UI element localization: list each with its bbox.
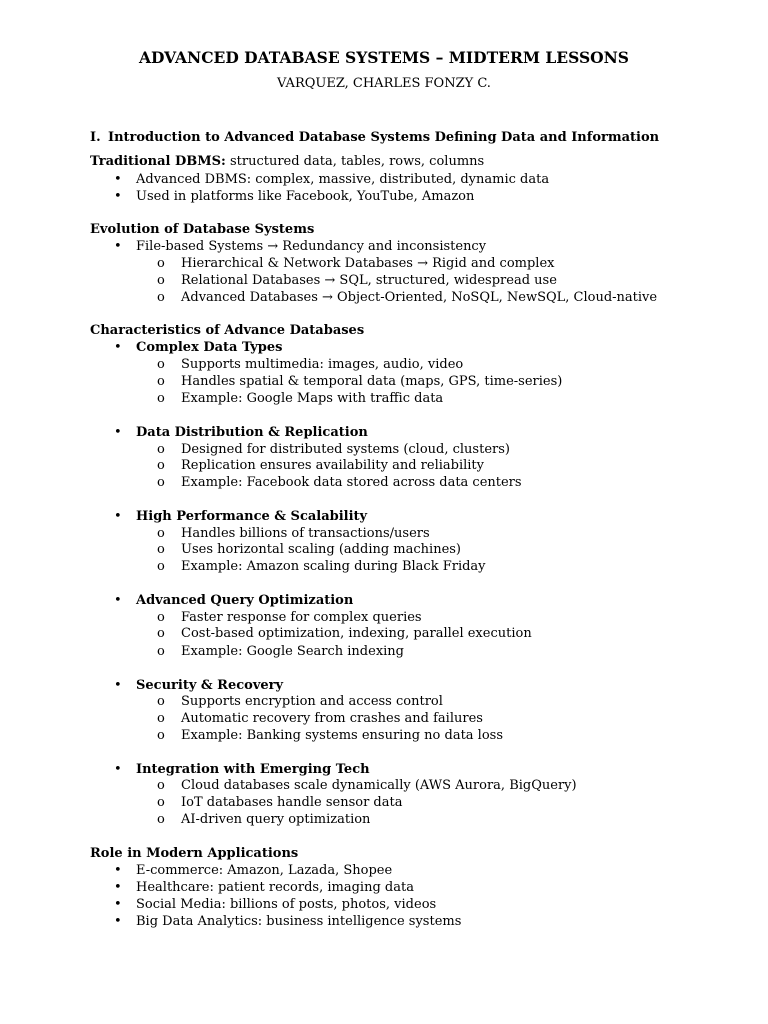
- sub-list-item: Handles billions of transactions/users: [181, 526, 430, 541]
- bullet-glyph: •: [114, 593, 122, 608]
- sub-bullet-glyph: o: [157, 795, 165, 810]
- characteristics-heading: Characteristics of Advance Databases: [90, 323, 365, 338]
- sub-list-item: Automatic recovery from crashes and failures: [181, 711, 483, 726]
- sub-list-item: IoT databases handle sensor data: [181, 795, 403, 810]
- list-item: Big Data Analytics: business intelligence systems: [136, 914, 462, 929]
- sub-bullet-glyph: o: [157, 644, 165, 659]
- sub-bullet-glyph: o: [157, 812, 165, 827]
- sub-list-item: Cloud databases scale dynamically (AWS Aurora, BigQuery): [181, 778, 577, 793]
- sub-list-item: Uses horizontal scaling (adding machines): [181, 542, 462, 557]
- group-title: Security & Recovery: [136, 678, 284, 693]
- group-title: Complex Data Types: [136, 340, 283, 355]
- sub-bullet-glyph: o: [157, 442, 165, 457]
- bullet-glyph: •: [114, 239, 122, 254]
- sub-list-item: Example: Google Search indexing: [181, 644, 405, 659]
- sub-bullet-glyph: o: [157, 559, 165, 574]
- bullet-glyph: •: [114, 762, 122, 777]
- sub-list-item: Handles spatial & temporal data (maps, GPS, time-series): [181, 374, 563, 389]
- evolution-heading: Evolution of Database Systems: [90, 222, 315, 237]
- intro-lead-rest: structured data, tables, rows, columns: [225, 154, 485, 169]
- bullet-glyph: •: [114, 914, 122, 929]
- sub-list-item: Cost-based optimization, indexing, parallel execution: [181, 626, 532, 641]
- bullet-glyph: •: [114, 340, 122, 355]
- sub-list-item: AI-driven query optimization: [181, 812, 371, 827]
- sub-bullet-glyph: o: [157, 526, 165, 541]
- sub-list-item: Advanced Databases → Object-Oriented, NoSQL, NewSQL, Cloud-native: [181, 290, 658, 305]
- sub-list-item: Example: Banking systems ensuring no data loss: [181, 728, 504, 743]
- sub-bullet-glyph: o: [157, 256, 165, 271]
- sub-list-item: Hierarchical & Network Databases → Rigid and complex: [181, 256, 555, 271]
- sub-bullet-glyph: o: [157, 610, 165, 625]
- group-title: Data Distribution & Replication: [136, 425, 368, 440]
- list-item: Social Media: billions of posts, photos, videos: [136, 897, 437, 912]
- sub-list-item: Relational Databases → SQL, structured, widespread use: [181, 273, 557, 288]
- sub-bullet-glyph: o: [157, 728, 165, 743]
- list-item: Advanced DBMS: complex, massive, distributed, dynamic data: [136, 172, 550, 187]
- sub-list-item: Replication ensures availability and reliability: [181, 458, 485, 473]
- bullet-glyph: •: [114, 172, 122, 187]
- list-item: File-based Systems → Redundancy and inconsistency: [136, 239, 487, 254]
- sub-bullet-glyph: o: [157, 711, 165, 726]
- sub-bullet-glyph: o: [157, 542, 165, 557]
- intro-lead: Traditional DBMS:: [90, 154, 226, 169]
- sub-list-item: Example: Facebook data stored across data centers: [181, 475, 522, 490]
- sub-bullet-glyph: o: [157, 290, 165, 305]
- list-item: E-commerce: Amazon, Lazada, Shopee: [136, 863, 393, 878]
- sub-bullet-glyph: o: [157, 626, 165, 641]
- bullet-glyph: •: [114, 678, 122, 693]
- sub-list-item: Example: Google Maps with traffic data: [181, 391, 444, 406]
- role-heading: Role in Modern Applications: [90, 846, 299, 861]
- sub-bullet-glyph: o: [157, 475, 165, 490]
- bullet-glyph: •: [114, 897, 122, 912]
- sub-bullet-glyph: o: [157, 391, 165, 406]
- bullet-glyph: •: [114, 509, 122, 524]
- sub-list-item: Supports multimedia: images, audio, video: [181, 357, 464, 372]
- list-item: Used in platforms like Facebook, YouTube, Amazon: [136, 189, 475, 204]
- group-title: High Performance & Scalability: [136, 509, 368, 524]
- document-title: ADVANCED DATABASE SYSTEMS – MIDTERM LESSONS: [138, 48, 629, 67]
- sub-bullet-glyph: o: [157, 357, 165, 372]
- sub-bullet-glyph: o: [157, 694, 165, 709]
- bullet-glyph: •: [114, 189, 122, 204]
- bullet-glyph: •: [114, 863, 122, 878]
- sub-list-item: Supports encryption and access control: [181, 694, 443, 709]
- group-title: Advanced Query Optimization: [136, 593, 354, 608]
- sub-list-item: Example: Amazon scaling during Black Friday: [181, 559, 486, 574]
- intro-line: [90, 153, 484, 170]
- list-item: Healthcare: patient records, imaging data: [136, 880, 414, 895]
- sub-bullet-glyph: o: [157, 374, 165, 389]
- section-number: I.: [90, 130, 101, 145]
- group-title: Integration with Emerging Tech: [136, 762, 370, 777]
- sub-bullet-glyph: o: [157, 458, 165, 473]
- document-author: VARQUEZ, CHARLES FONZY C.: [277, 76, 491, 91]
- section-heading: Introduction to Advanced Database Systems Defining Data and Information: [108, 130, 660, 145]
- bullet-glyph: •: [114, 425, 122, 440]
- sub-list-item: Faster response for complex queries: [181, 610, 422, 625]
- sub-list-item: Designed for distributed systems (cloud, clusters): [181, 442, 510, 457]
- sub-bullet-glyph: o: [157, 778, 165, 793]
- sub-bullet-glyph: o: [157, 273, 165, 288]
- bullet-glyph: •: [114, 880, 122, 895]
